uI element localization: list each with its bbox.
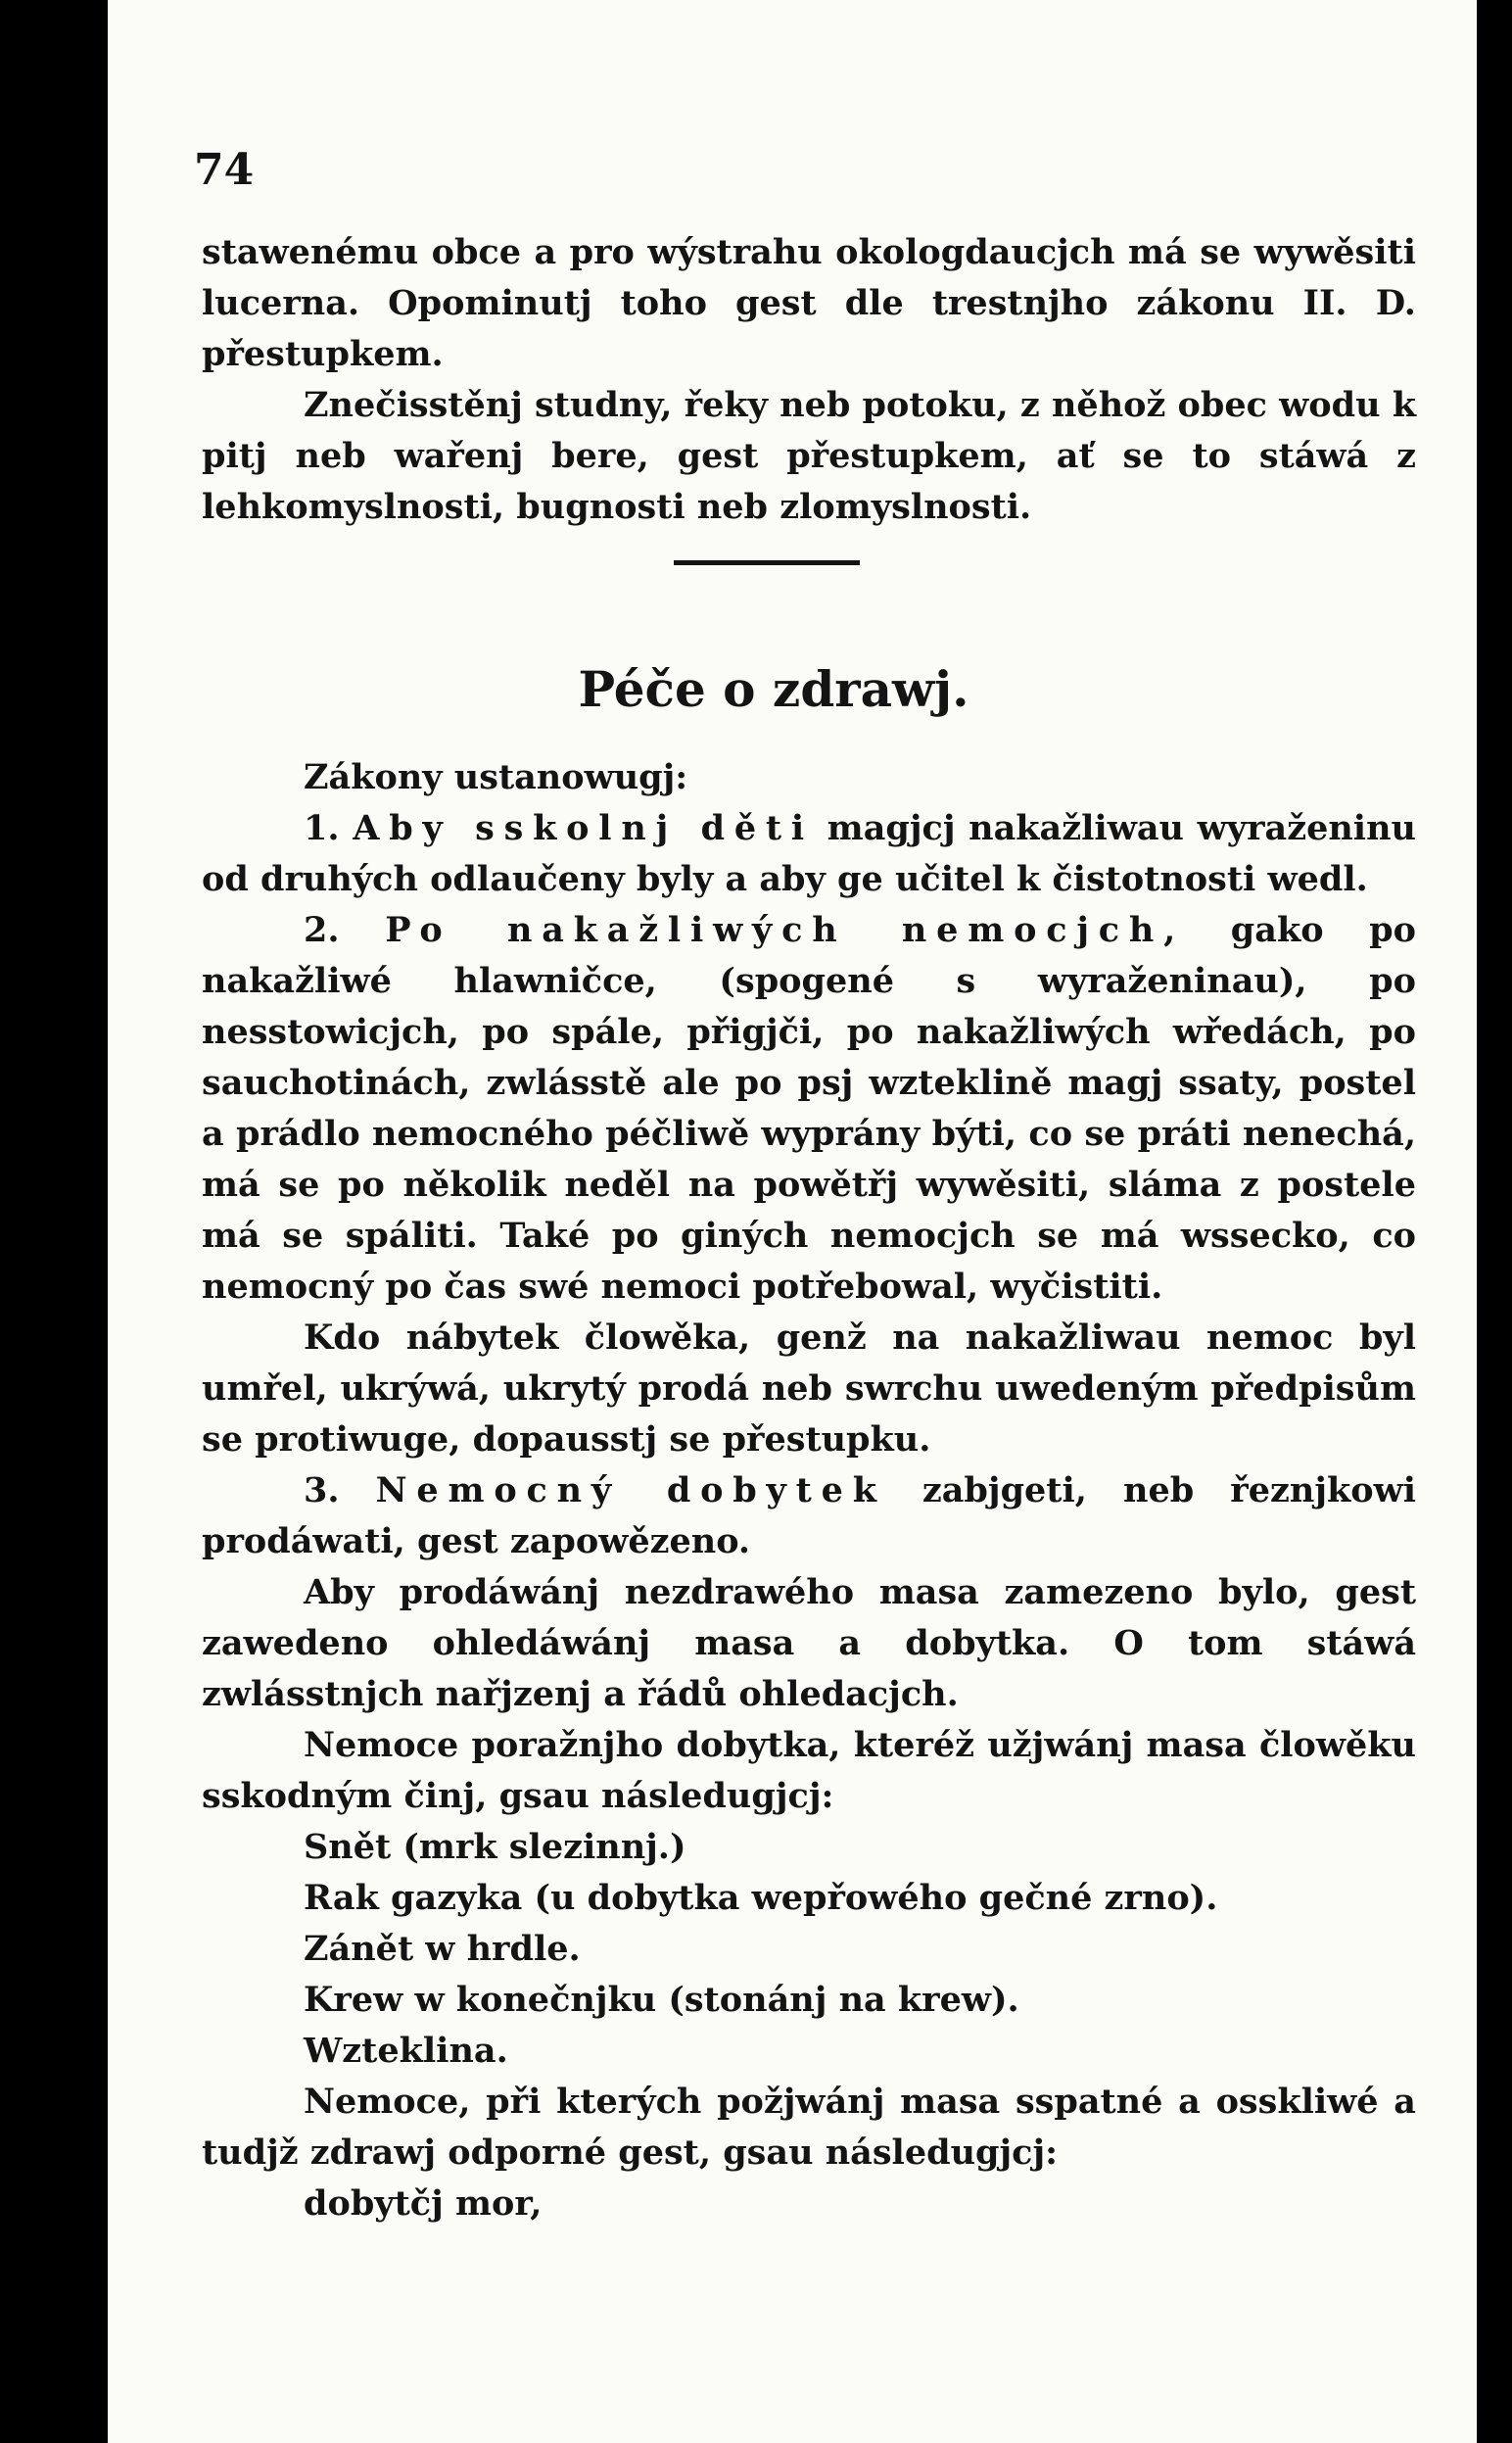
item-text: magjcj nakažliwau wyraženinu od druhých odlaučeny byly a aby ge učitel k čistotnosti wedl. xyxy=(202,808,1416,899)
item-text: gako po nakažliwé hlawničce, (spogené s wyraženinau), po nesstowicjch, po spále, přigjči, po nakažliwých wředách, po sauchotinách, zwlásstě ale po psj wzteklině magj ssaty, postel a prádlo nemocného péčliwě wyprány býti, co se práti nenechá, má se po několik neděl na powětřj wywěsiti, sláma z postele má se spáliti. Také po giných nemocjch se má wsseckо, co nemocný po čas swé nemoci potřebowal, wyčistiti. xyxy=(202,910,1416,1307)
page-number: 74 xyxy=(194,145,255,195)
paragraph-lucerna: stawenému obce a pro wýstrahu okologdaucjch má se wywěsiti lucerna. Opominutj toho gest dle trestnjho zákonu II. D. přestupkem. xyxy=(202,232,1416,374)
list-item: Krew w konečnjku (stonánj na krew). xyxy=(304,1980,1019,2020)
upper-text-block xyxy=(202,227,1416,533)
law-item-1 xyxy=(202,803,1416,905)
item-text: zabjgeti, neb řeznjkowi prodáwati, gest zapowězeno. xyxy=(202,1470,1417,1561)
paragraph-studny: Znečisstěnj studny, řeky neb potoku, z něhož obec wodu k pitj neb wařenj bere, gest přestupkem, ať se to stáwá z lehkomyslnosti, bugnosti neb zlomyslnosti. xyxy=(202,385,1416,527)
paragraph-nemoce-1: Nemoce poražnjho dobytka, kteréž užjwánj masa člowěku sskodným činj, gsau následugjcj: xyxy=(202,1725,1416,1816)
paragraph-aby: Aby prodáwánj nezdrawého masa zamezeno bylo, gest zawedeno ohledáwánj masa a dobytka. O tom stáwá zwlásstnjch nařjzenj a řádů ohledacjch. xyxy=(202,1572,1416,1714)
section-heading: Péče o zdrawj. xyxy=(578,660,969,718)
section-body xyxy=(202,752,1416,2229)
item-number: 1. xyxy=(304,808,340,848)
item-spaced-phrase: Nemocný dobytek xyxy=(375,1470,886,1510)
section-divider xyxy=(674,560,860,565)
list-item: Zánět w hrdle. xyxy=(304,1929,581,1969)
list-item: dobytčj mor, xyxy=(304,2183,543,2224)
list-item: Snět (mrk slezinnj.) xyxy=(304,1827,686,1867)
item-number: 3. xyxy=(304,1470,340,1510)
item-spaced-phrase: Po nakažliwých nemocjch, xyxy=(385,910,1186,950)
paragraph-kdo: Kdo nábytek člowěka, genž na nakažliwau nemoc byl umřel, ukrýwá, ukrytý prodá neb swrchu uwedeným předpisům se protiwuge, dopausstj se přestupku. xyxy=(202,1317,1416,1460)
law-item-2 xyxy=(202,905,1416,1313)
intro-line: Zákony ustanowugj: xyxy=(304,757,688,797)
list-item: Wzteklina. xyxy=(304,2031,508,2071)
item-spaced-phrase: Aby sskolnj děti xyxy=(353,808,814,848)
book-page xyxy=(108,0,1477,2443)
paragraph-nemoce-2: Nemoce, při kterých požjwánj masa sspatné a ossklіwé a tudjž zdrawj odporné gest, gsau následugjcj: xyxy=(202,2082,1416,2173)
law-item-3 xyxy=(202,1465,1416,1567)
list-item: Rak gazyka (u dobytka wepřowého gečné zrno). xyxy=(304,1878,1218,1918)
item-number: 2. xyxy=(304,910,340,950)
